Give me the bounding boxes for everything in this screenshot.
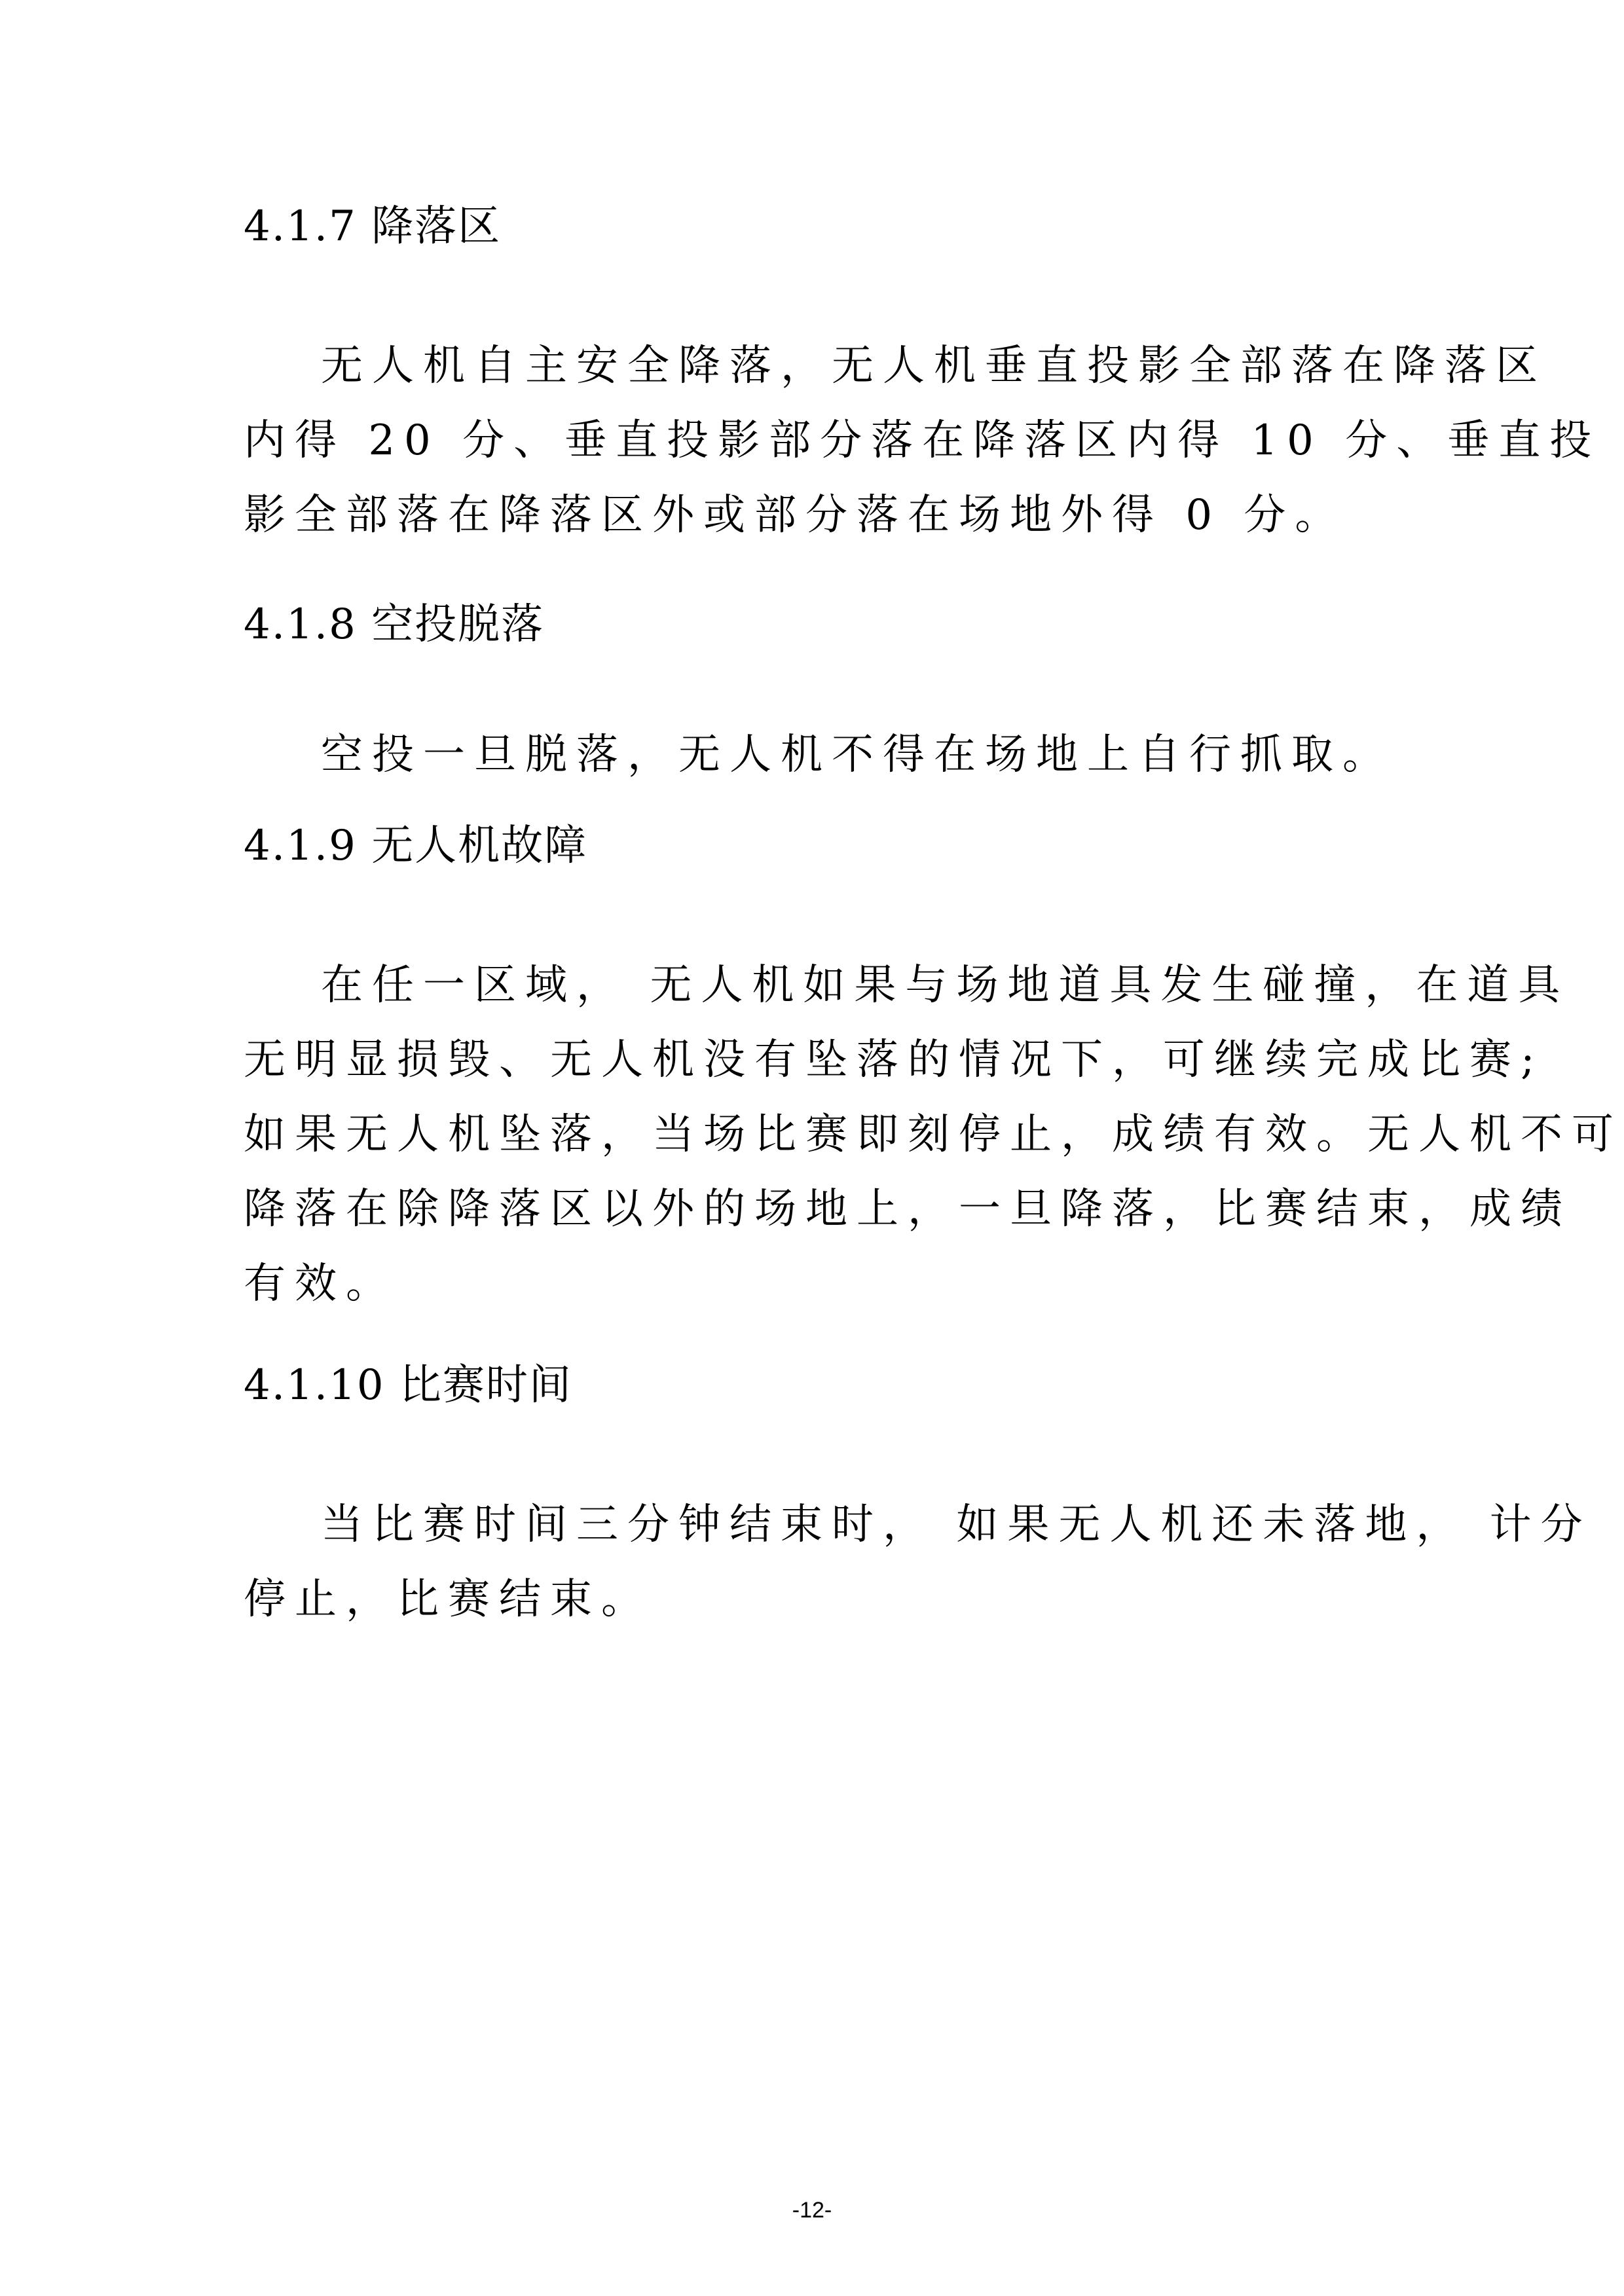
body-line: 无明显损毁、无人机没有坠落的情况下，可继续完成比赛; (244, 1036, 1544, 1084)
body-line: 在任一区域， 无人机如果与场地道具发生碰撞，在道具 (321, 961, 1570, 1010)
section-body-4-1-9 (244, 948, 1623, 1321)
body-line: 内得 20 分、垂直投影部分落在降落区内得 10 分、垂直投 (244, 416, 1601, 465)
body-line: 如果无人机坠落，当场比赛即刻停止，成绩有效。无人机不可 (244, 1110, 1623, 1159)
body-line: 影全部落在降落区外或部分落在场地外得 0 分。 (244, 491, 1346, 539)
body-line: 当比赛时间三分钟结束时， 如果无人机还未落地， 计分 (321, 1501, 1592, 1549)
section-heading-4-1-10: 4.1.10 比赛时间 (244, 1361, 572, 1410)
page-number: -12- (792, 2198, 832, 2223)
section-heading-4-1-8: 4.1.8 空投脱落 (244, 600, 545, 649)
body-line: 有效。 (244, 1260, 397, 1308)
section-body-4-1-8 (244, 718, 1396, 792)
section-heading-4-1-9: 4.1.9 无人机故障 (244, 822, 588, 870)
body-line: 降落在除降落区以外的场地上，一旦降落，比赛结束，成绩 (244, 1185, 1572, 1233)
section-body-4-1-10 (244, 1487, 1592, 1637)
body-line: 无人机自主安全降落，无人机垂直投影全部落在降落区 (321, 342, 1547, 390)
body-line: 停止，比赛结束。 (244, 1575, 652, 1624)
section-heading-4-1-7: 4.1.7 降落区 (244, 202, 502, 251)
section-body-4-1-7 (244, 329, 1601, 553)
body-line: 空投一旦脱落，无人机不得在场地上自行抓取。 (321, 731, 1393, 779)
